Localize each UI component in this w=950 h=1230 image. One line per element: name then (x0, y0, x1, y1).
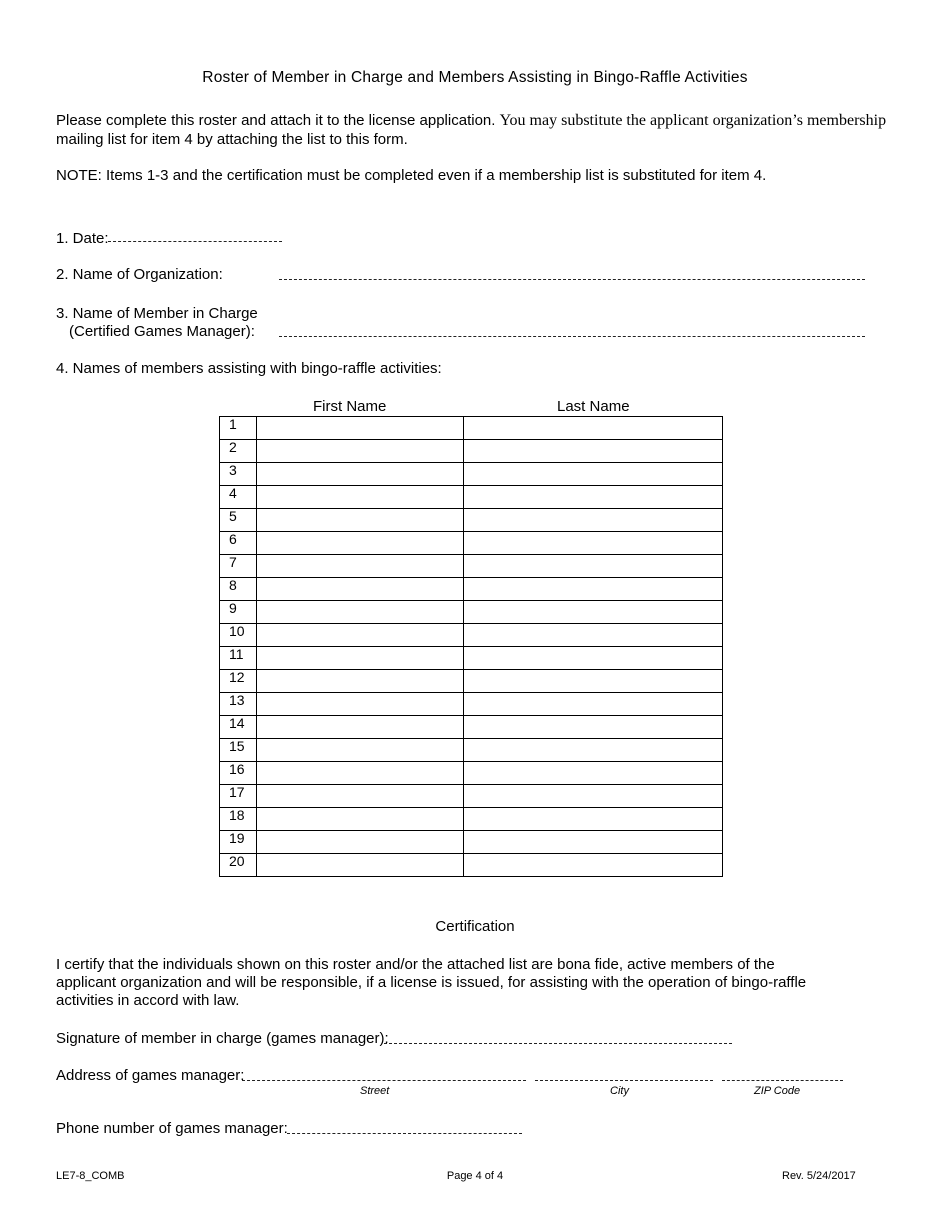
row-number: 7 (220, 555, 257, 578)
last-name-cell[interactable] (464, 854, 723, 877)
table-row (220, 762, 723, 785)
first-name-cell[interactable] (257, 532, 464, 555)
phone-label: Phone number of games manager: (56, 1120, 288, 1137)
table-row (220, 440, 723, 463)
table-row (220, 808, 723, 831)
last-name-cell[interactable] (464, 785, 723, 808)
table-row (220, 854, 723, 877)
table-row (220, 624, 723, 647)
signature-label: Signature of member in charge (games manager): (56, 1030, 389, 1047)
row-number: 1 (220, 417, 257, 440)
certification-heading: Certification (435, 918, 515, 935)
table-row (220, 509, 723, 532)
revision-date: Rev. 5/24/2017 (782, 1170, 856, 1182)
last-name-cell[interactable] (464, 647, 723, 670)
table-row (220, 532, 723, 555)
last-name-cell[interactable] (464, 716, 723, 739)
certification-line-3: activities in accord with law. (56, 992, 240, 1009)
date-field[interactable] (108, 241, 282, 242)
last-name-cell[interactable] (464, 417, 723, 440)
first-name-cell[interactable] (257, 440, 464, 463)
last-name-cell[interactable] (464, 486, 723, 509)
row-number: 10 (220, 624, 257, 647)
last-name-cell[interactable] (464, 578, 723, 601)
first-name-header: First Name (313, 398, 387, 415)
intro-line-2: mailing list for item 4 by attaching the list to this form. (56, 131, 408, 148)
zip-field[interactable] (722, 1080, 843, 1081)
page-number: Page 4 of 4 (446, 1170, 504, 1182)
row-number: 8 (220, 578, 257, 601)
row-number: 19 (220, 831, 257, 854)
first-name-cell[interactable] (257, 624, 464, 647)
city-field[interactable] (535, 1080, 713, 1081)
first-name-cell[interactable] (257, 417, 464, 440)
row-number: 12 (220, 670, 257, 693)
page-title: Roster of Member in Charge and Members Assisting in Bingo-Raffle Activities (202, 69, 748, 86)
roster-table (219, 416, 723, 877)
table-row (220, 417, 723, 440)
last-name-cell[interactable] (464, 762, 723, 785)
roster-table-body (220, 417, 723, 877)
first-name-cell[interactable] (257, 739, 464, 762)
form-id: LE7-8_COMB (56, 1170, 125, 1182)
table-row (220, 831, 723, 854)
last-name-cell[interactable] (464, 670, 723, 693)
row-number: 18 (220, 808, 257, 831)
table-row (220, 486, 723, 509)
row-number: 14 (220, 716, 257, 739)
row-number: 4 (220, 486, 257, 509)
first-name-cell[interactable] (257, 693, 464, 716)
last-name-cell[interactable] (464, 509, 723, 532)
first-name-cell[interactable] (257, 486, 464, 509)
last-name-cell[interactable] (464, 555, 723, 578)
table-row (220, 785, 723, 808)
first-name-cell[interactable] (257, 854, 464, 877)
last-name-cell[interactable] (464, 463, 723, 486)
row-number: 16 (220, 762, 257, 785)
members-assisting-label: 4. Names of members assisting with bingo-raffle activities: (56, 360, 442, 377)
member-in-charge-label: 3. Name of Member in Charge (56, 305, 258, 322)
row-number: 20 (220, 854, 257, 877)
last-name-cell[interactable] (464, 440, 723, 463)
first-name-cell[interactable] (257, 601, 464, 624)
first-name-cell[interactable] (257, 647, 464, 670)
first-name-cell[interactable] (257, 831, 464, 854)
last-name-cell[interactable] (464, 831, 723, 854)
first-name-cell[interactable] (257, 716, 464, 739)
table-row (220, 463, 723, 486)
street-caption: Street (360, 1085, 390, 1097)
signature-field[interactable] (384, 1043, 732, 1044)
certification-line-2: applicant organization and will be responsible, if a license is issued, for assisting with the operation of bingo-raffle (56, 974, 807, 991)
last-name-cell[interactable] (464, 532, 723, 555)
last-name-cell[interactable] (464, 808, 723, 831)
table-row (220, 578, 723, 601)
last-name-header: Last Name (557, 398, 630, 415)
first-name-cell[interactable] (257, 762, 464, 785)
first-name-cell[interactable] (257, 578, 464, 601)
organization-field[interactable] (279, 279, 865, 280)
last-name-cell[interactable] (464, 624, 723, 647)
row-number: 17 (220, 785, 257, 808)
street-field[interactable] (242, 1080, 526, 1081)
first-name-cell[interactable] (257, 808, 464, 831)
row-number: 5 (220, 509, 257, 532)
row-number: 2 (220, 440, 257, 463)
row-number: 3 (220, 463, 257, 486)
row-number: 9 (220, 601, 257, 624)
table-row (220, 670, 723, 693)
intro-line-1b: You may substitute the applicant organization’s membership (499, 112, 887, 129)
member-in-charge-field[interactable] (279, 336, 865, 337)
first-name-cell[interactable] (257, 463, 464, 486)
intro-line-1 (56, 111, 886, 130)
last-name-cell[interactable] (464, 601, 723, 624)
last-name-cell[interactable] (464, 693, 723, 716)
first-name-cell[interactable] (257, 785, 464, 808)
last-name-cell[interactable] (464, 739, 723, 762)
first-name-cell[interactable] (257, 509, 464, 532)
first-name-cell[interactable] (257, 670, 464, 693)
address-label: Address of games manager: (56, 1067, 245, 1084)
row-number: 15 (220, 739, 257, 762)
table-row (220, 693, 723, 716)
table-row (220, 647, 723, 670)
row-number: 11 (220, 647, 257, 670)
zip-caption: ZIP Code (754, 1085, 801, 1097)
table-row (220, 555, 723, 578)
city-caption: City (610, 1085, 629, 1097)
organization-label: 2. Name of Organization: (56, 266, 223, 283)
intro-line-1a: Please complete this roster and attach it to the license application. (56, 112, 496, 129)
note-text: NOTE: Items 1-3 and the certification must be completed even if a membership list is substituted for item 4. (56, 167, 767, 184)
certification-line-1: I certify that the individuals shown on this roster and/or the attached list are bona fide, active members of the (56, 956, 775, 973)
games-manager-label: (Certified Games Manager): (69, 323, 255, 340)
row-number: 6 (220, 532, 257, 555)
first-name-cell[interactable] (257, 555, 464, 578)
table-row (220, 739, 723, 762)
row-number: 13 (220, 693, 257, 716)
table-row (220, 716, 723, 739)
table-row (220, 601, 723, 624)
date-label: 1. Date: (56, 230, 109, 247)
phone-field[interactable] (287, 1133, 522, 1134)
